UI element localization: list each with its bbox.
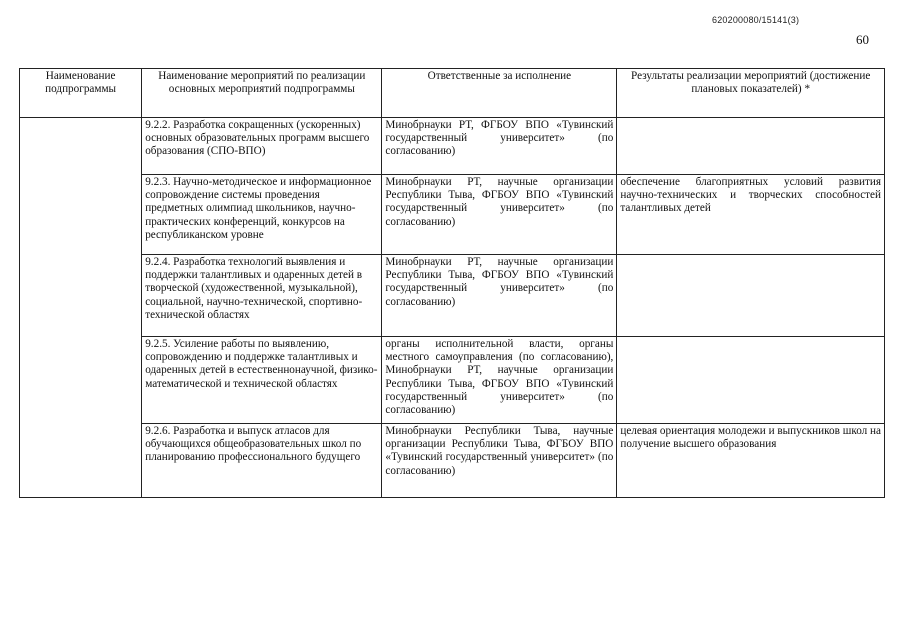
responsible-text: Минобрнауки РТ, ФГБОУ ВПО «Тувинский государственный университет» (по согласованию) [385,119,614,158]
activity-text: 9.2.2. Разработка сокращенных (ускоренных) основных образовательных программ высшего образования (СПО-ВПО) [145,119,370,158]
result-text: целевая ориентация молодежи и выпускников школ на получение высшего образования [620,425,881,451]
responsible-cell [382,118,617,175]
responsible-cell [382,175,617,255]
activity-cell [142,337,382,424]
subprogram-cell [20,118,142,498]
activity-text: 9.2.3. Научно-методическое и информационное сопровождение системы проведения предметных олимпиад школьников, научно-практических конференций, конкурсов на республиканском уровне [145,176,372,241]
responsible-cell [382,337,617,424]
table-header-row [20,69,885,118]
result-cell [617,118,885,175]
table-row [20,175,885,255]
activity-text: 9.2.6. Разработка и выпуск атласов для обучающихся общеобразовательных школ по планированию профессионального будущего [145,425,362,464]
result-cell [617,424,885,498]
responsible-text: Минобрнауки РТ, научные организации Республики Тыва, ФГБОУ ВПО «Тувинский государственный университет» (по согласованию) [385,176,614,228]
activities-table [19,68,885,498]
result-cell [617,175,885,255]
activity-text: 9.2.4. Разработка технологий выявления и поддержки талантливых и одаренных детей в творческой (художественной, музыкальной), социальной, научно-технической, спортивно-технической областях [145,256,363,321]
column-header-activities: Наименование мероприятий по реализации основных мероприятий подпрограммы [142,69,382,118]
responsible-cell [382,424,617,498]
activity-cell [142,424,382,498]
activity-cell [142,255,382,337]
result-text: обеспечение благоприятных условий развития научно-технических и творческих способностей талантливых детей [620,176,881,215]
column-header-subprogram: Наименование подпрограммы [20,69,142,118]
activity-text: 9.2.5. Усиление работы по выявлению, сопровождению и поддержке талантливых и одаренных детей в естественнонаучной, физико-математической и технической областях [145,338,378,390]
responsible-cell [382,255,617,337]
table-row [20,424,885,498]
responsible-text: органы исполнительной власти, органы местного самоуправления (по согласованию), Минобрнауки РТ, научные организации Республики Тыва, ФГБОУ ВПО «Тувинский государственный университет» (по согласованию) [385,338,614,417]
column-header-results: Результаты реализации мероприятий (достижение плановых показателей) * [617,69,885,118]
activity-cell [142,118,382,175]
result-cell [617,337,885,424]
document-code: 620200080/15141(3) [712,15,800,25]
activity-cell [142,175,382,255]
responsible-text: Минобрнауки Республики Тыва, научные организации Республики Тыва, ФГБОУ ВПО «Тувинский государственный университет» (по согласованию) [385,425,614,477]
table-row [20,337,885,424]
table-row [20,118,885,175]
result-cell [617,255,885,337]
column-header-responsible: Ответственные за исполнение [382,69,617,118]
page-number: 60 [856,32,869,47]
responsible-text: Минобрнауки РТ, научные организации Республики Тыва, ФГБОУ ВПО «Тувинский государственный университет» (по согласованию) [385,256,614,308]
table-row [20,255,885,337]
